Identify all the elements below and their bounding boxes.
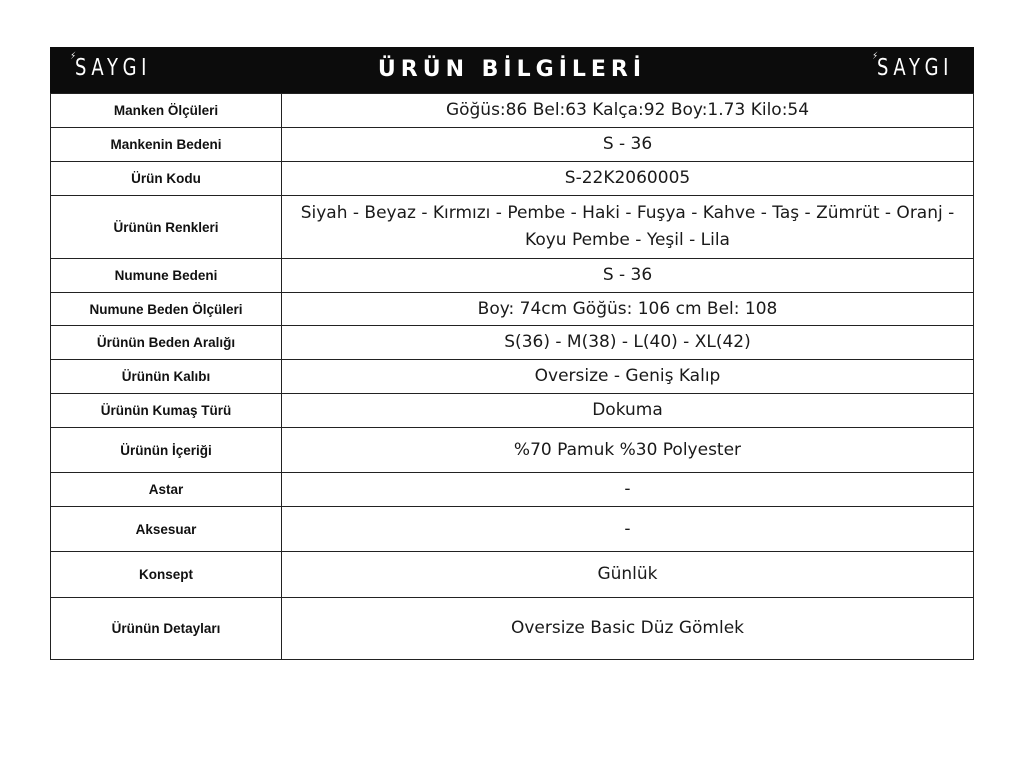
row-value: S - 36 <box>282 259 974 293</box>
table-row <box>51 196 974 259</box>
table-row <box>51 94 974 128</box>
table-row <box>51 259 974 293</box>
row-label: Ürün Kodu <box>51 162 282 196</box>
row-value: S(36) - M(38) - L(40) - XL(42) <box>282 326 974 360</box>
row-label: Ürünün Kumaş Türü <box>51 394 282 428</box>
page-title: ÜRÜN BİLGİLERİ <box>377 57 647 82</box>
table-row <box>51 428 974 473</box>
table-row <box>51 598 974 660</box>
table-row <box>51 128 974 162</box>
row-label: Aksesuar <box>51 507 282 552</box>
table-row <box>51 473 974 507</box>
row-value: Oversize - Geniş Kalıp <box>282 360 974 394</box>
table-row <box>51 394 974 428</box>
row-value: Boy: 74cm Göğüs: 106 cm Bel: 108 <box>282 293 974 326</box>
table-row <box>51 293 974 326</box>
row-value: Günlük <box>282 552 974 598</box>
brand-logo-left-text: SAYGI <box>75 55 152 81</box>
row-value: Siyah - Beyaz - Kırmızı - Pembe - Haki - Fuşya - Kahve - Taş - Zümrüt - Oranj - Koyu Pembe - Yeşil - Lila <box>282 196 974 259</box>
row-value: S-22K2060005 <box>282 162 974 196</box>
spec-table <box>50 93 974 660</box>
row-label: Numune Bedeni <box>51 259 282 293</box>
row-value: %70 Pamuk %30 Polyester <box>282 428 974 473</box>
row-label: Konsept <box>51 552 282 598</box>
row-label: Ürünün Beden Aralığı <box>51 326 282 360</box>
product-info-sheet <box>50 47 974 660</box>
row-label: Manken Ölçüleri <box>51 94 282 128</box>
table-row <box>51 360 974 394</box>
row-label: Mankenin Bedeni <box>51 128 282 162</box>
table-row <box>51 507 974 552</box>
row-value: - <box>282 473 974 507</box>
row-value: Göğüs:86 Bel:63 Kalça:92 Boy:1.73 Kilo:54 <box>282 94 974 128</box>
table-row <box>51 162 974 196</box>
row-value: Dokuma <box>282 394 974 428</box>
row-label: Ürünün Detayları <box>51 598 282 660</box>
row-label: Numune Beden Ölçüleri <box>51 293 282 326</box>
table-row <box>51 326 974 360</box>
spark-icon: ⚡ <box>70 51 76 62</box>
row-value: - <box>282 507 974 552</box>
header-bar <box>50 47 974 93</box>
table-row <box>51 552 974 598</box>
row-label: Astar <box>51 473 282 507</box>
row-label: Ürünün Renkleri <box>51 196 282 259</box>
row-label: Ürünün İçeriği <box>51 428 282 473</box>
row-value: Oversize Basic Düz Gömlek <box>282 598 974 660</box>
row-value: S - 36 <box>282 128 974 162</box>
spark-icon: ⚡ <box>872 51 878 62</box>
row-label: Ürünün Kalıbı <box>51 360 282 394</box>
brand-logo-right-text: SAYGI <box>877 55 954 81</box>
brand-logo-right <box>872 51 954 81</box>
